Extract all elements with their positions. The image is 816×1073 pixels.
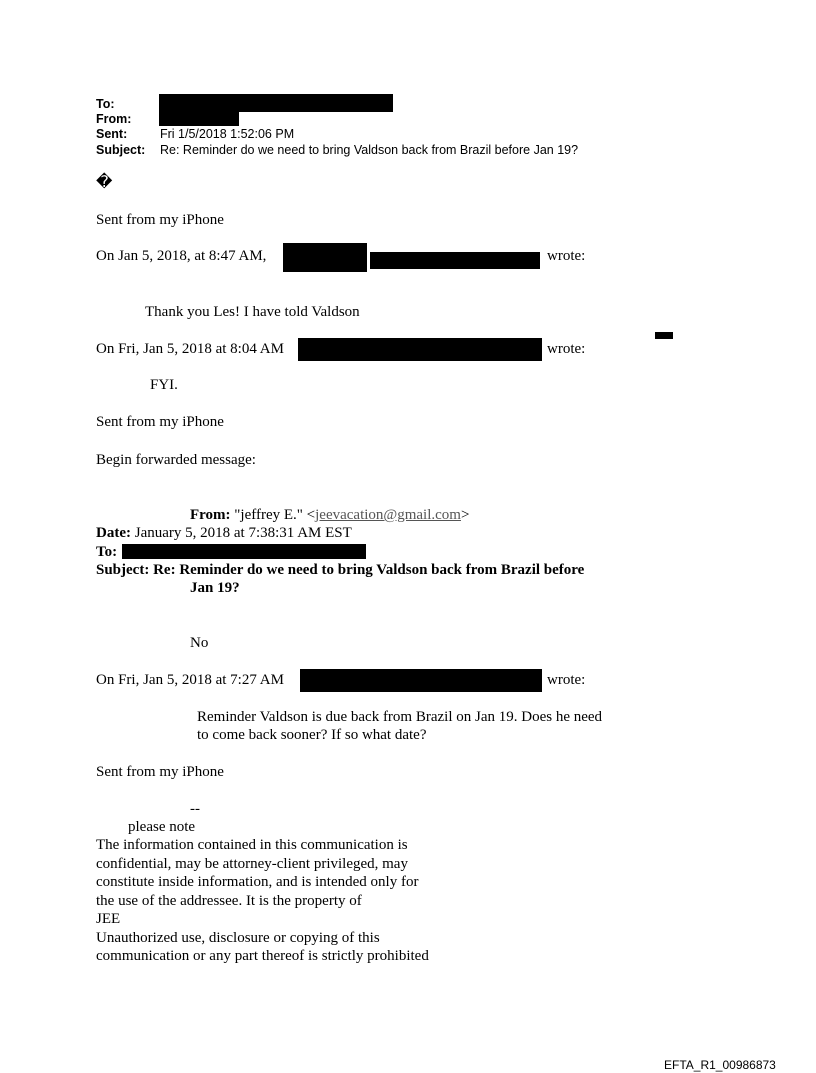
quote3-line1: Reminder Valdson is due back from Brazil on Jan 19. Does he need (197, 709, 603, 725)
from-label: From: (96, 112, 132, 126)
fwd-date-line: Date: January 5, 2018 at 7:38:31 AM EST (96, 525, 352, 541)
quote3-line2: to come back sooner? If so what date? (197, 727, 427, 743)
sent-value: Fri 1/5/2018 1:52:06 PM (160, 127, 295, 141)
replacement-glyph: � (96, 174, 113, 191)
quote1-redaction-b (370, 252, 540, 269)
quote3-intro: On Fri, Jan 5, 2018 at 7:27 AM (96, 672, 284, 688)
disclaimer-line: the use of the addressee. It is the property of (96, 892, 362, 909)
fwd-to-redaction (122, 544, 366, 559)
disclaimer-line: The information contained in this communication is (96, 837, 408, 853)
document-id: EFTA_R1_00986873 (664, 1058, 776, 1072)
sent-from-iphone-2: Sent from my iPhone (96, 414, 224, 430)
quote1-redaction-a (283, 243, 367, 272)
from-redaction (159, 111, 239, 126)
fwd-from-email-link[interactable]: jeevacation@gmail.com (315, 507, 461, 523)
quote2-tail: wrote: (547, 341, 586, 357)
quote2-text: FYI. (150, 377, 178, 393)
quote1-intro: On Jan 5, 2018, at 8:47 AM, (96, 248, 267, 264)
stray-redaction (655, 332, 673, 339)
quote2-intro: On Fri, Jan 5, 2018 at 8:04 AM (96, 341, 284, 357)
quote2-redaction (298, 338, 542, 361)
fwd-subject-line2: Jan 19? (190, 580, 240, 596)
fwd-to-label: To: (96, 544, 118, 560)
signature-dashes: -- (190, 801, 200, 817)
quote1-text: Thank you Les! I have told Valdson (145, 304, 360, 320)
signature-please-note: please note (128, 819, 196, 835)
sent-label: Sent: (96, 127, 128, 141)
disclaimer-block (96, 836, 429, 966)
to-redaction (159, 94, 393, 112)
disclaimer-line: constitute inside information, and is intended only for (96, 874, 419, 890)
subject-label: Subject: (96, 143, 146, 157)
fwd-subject-line1: Subject: Re: Reminder do we need to bring Valdson back from Brazil before (96, 562, 585, 578)
quote3-redaction (300, 669, 542, 692)
disclaimer-line: communication or any part thereof is strictly prohibited (96, 948, 429, 964)
sent-from-iphone-3: Sent from my iPhone (96, 764, 224, 780)
disclaimer-line: JEE (96, 911, 121, 927)
disclaimer-line: confidential, may be attorney-client privileged, may (96, 855, 408, 872)
to-label: To: (96, 97, 115, 111)
disclaimer-line: Unauthorized use, disclosure or copying of this (96, 929, 380, 946)
fwd-from-line: From: "jeffrey E." <jeevacation@gmail.com> (190, 507, 470, 523)
sent-from-iphone-1: Sent from my iPhone (96, 212, 224, 228)
subject-value: Re: Reminder do we need to bring Valdson back from Brazil before Jan 19? (160, 143, 579, 157)
fwd-reply-text: No (190, 635, 209, 651)
begin-forwarded: Begin forwarded message: (96, 452, 256, 468)
quote1-tail: wrote: (547, 248, 586, 264)
quote3-tail: wrote: (547, 672, 586, 688)
